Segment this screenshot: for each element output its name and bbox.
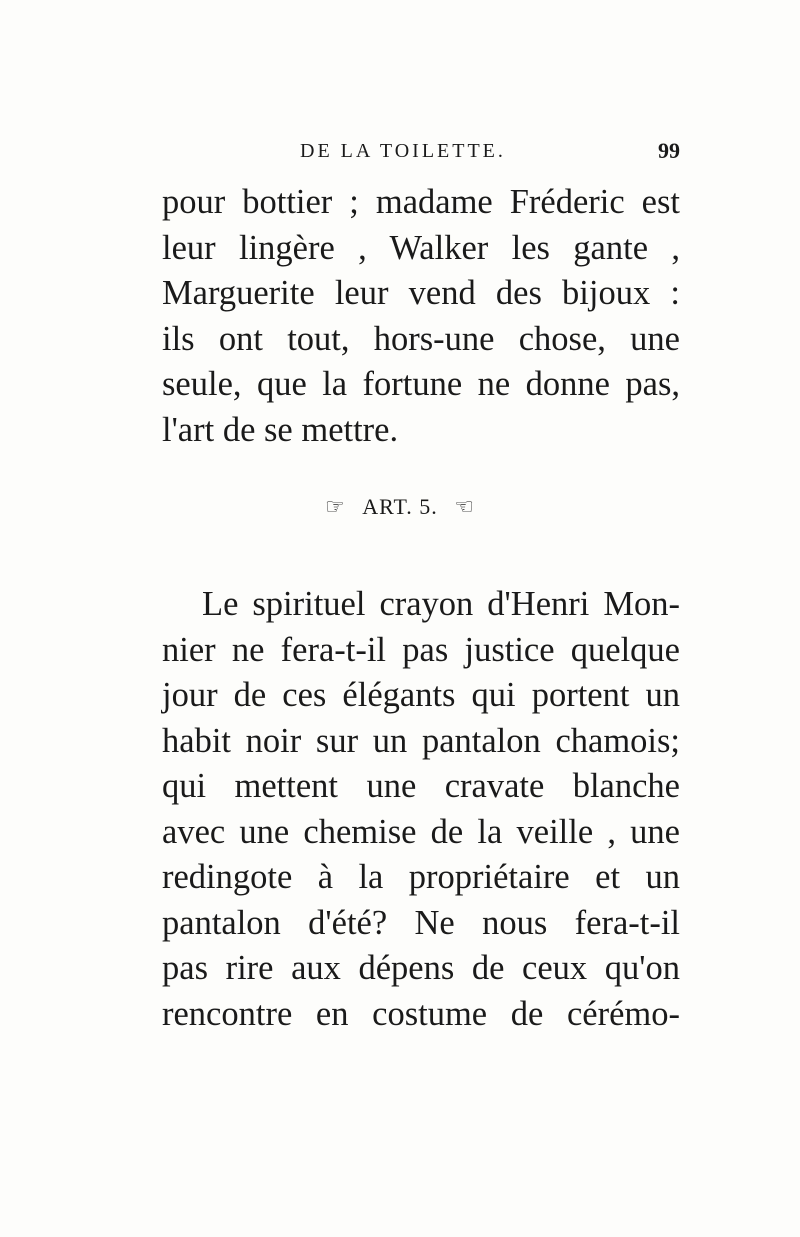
text-line: qui mettent une cravate blanche	[162, 767, 680, 805]
article-label: ART. 5.	[362, 493, 438, 519]
pointing-hand-left-icon: ☜	[454, 493, 475, 519]
text-line: seule, que la fortune ne donne pas,	[162, 365, 680, 403]
running-head	[300, 140, 680, 170]
text-line: redingote à la propriétaire et un	[162, 858, 680, 896]
text-line: habit noir sur un pantalon chamois;	[162, 721, 680, 760]
text-line: ils ont tout, hors-une chose, une	[162, 319, 680, 358]
article-heading	[0, 492, 800, 520]
text-line: pantalon d'été? Ne nous fera-t-il	[162, 903, 680, 942]
text-line: jour de ces élégants qui portent un	[162, 676, 680, 714]
text-line: rencontre en costume de cérémo-	[162, 994, 680, 1033]
text-line: pas rire aux dépens de ceux qu'on	[162, 949, 680, 987]
running-head-title: DE LA TOILETTE.	[300, 140, 506, 162]
paragraph-2	[162, 582, 680, 1037]
text-line: l'art de se mettre.	[162, 410, 399, 449]
paragraph-1	[162, 180, 680, 453]
text-line: avec une chemise de la veille , une	[162, 812, 680, 851]
text-line: leur lingère , Walker les gante ,	[162, 228, 680, 267]
pointing-hand-right-icon: ☞	[324, 493, 346, 519]
text-line: Marguerite leur vend des bijoux :	[162, 274, 680, 312]
text-line: Le spirituel crayon d'Henri Mon-	[202, 585, 680, 623]
page-number: 99	[658, 138, 680, 163]
text-line: nier ne fera-t-il pas justice quelque	[162, 630, 680, 669]
text-line: pour bottier ; madame Fréderic est	[162, 183, 680, 221]
